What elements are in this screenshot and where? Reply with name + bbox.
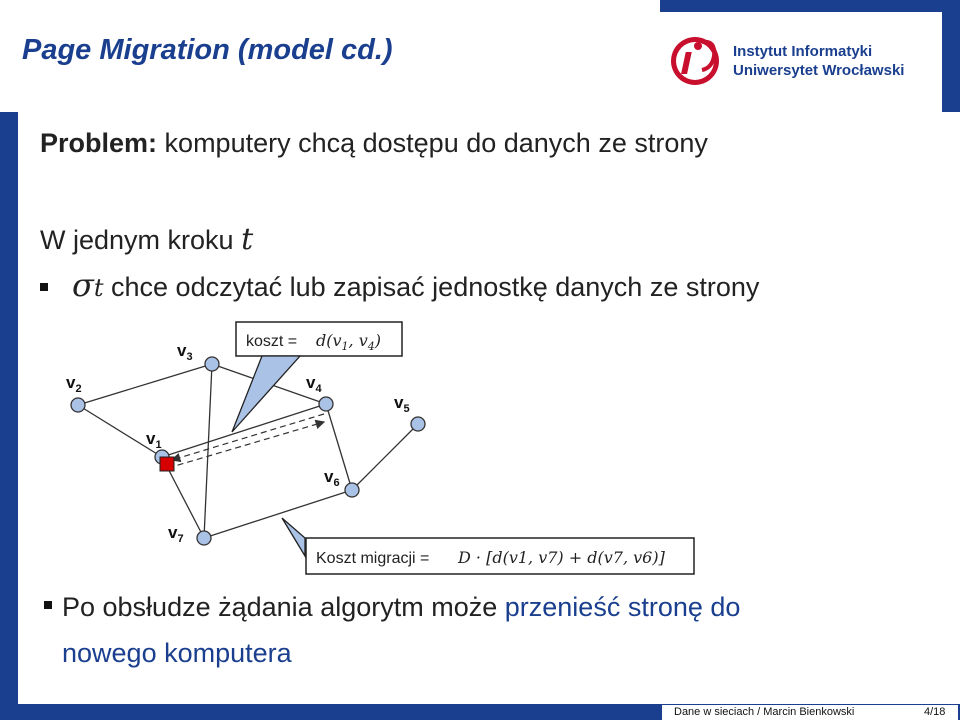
cost-callout-pointer [232,356,300,432]
migration-callout-pointer [282,518,305,556]
page-number: 4/18 [924,706,946,718]
bullet-square-icon [44,601,52,609]
migration-prefix: Koszt migracji = [316,550,430,567]
edge-v3-v7 [204,364,212,538]
node-labels [66,341,410,545]
slide-title: Page Migration (model cd.) [22,34,393,66]
problem-label: Problem: [40,128,158,158]
edge-v2-v3 [78,364,212,405]
step-text: W jednym kroku [40,225,234,255]
institute-line1: Instytut Informatyki [733,43,873,60]
node-v4[interactable] [319,397,333,411]
edge-v7-v6 [204,490,352,538]
node-v3[interactable] [205,357,219,371]
footer-text: Dane w sieciach / Marcin Bienkowski [674,706,855,718]
bullet2-line2: nowego komputera [62,638,292,668]
sigma-symbol: σ [72,266,94,304]
request-square-icon [160,457,174,471]
node-v5[interactable] [411,417,425,431]
label-v2: $v_2$ [66,373,82,395]
access-arrow [168,422,324,468]
label-v1: $v_1$ [146,429,162,451]
footer [662,705,958,720]
bullet2-line1 [62,592,740,623]
label-v7: $v_7$ [168,523,184,545]
cost-formula: $d(v_1$, $v_4$) [316,331,381,353]
institute-line2: Uniwersytet Wrocławski [733,62,905,79]
return-arrow [172,414,324,460]
step-symbol: t [241,222,254,257]
label-v6: $v_6$ [324,467,340,489]
label-v3: $v_3$ [177,341,193,363]
nodes [71,357,425,545]
node-v2[interactable] [71,398,85,412]
bullet2-highlight: przenieść stronę do [504,592,741,622]
label-v4: $v_4$ [306,373,322,395]
migration-formula: D · [d(v1, v7) + d(v7, v6)] [458,548,665,567]
edge-v6-v5 [352,424,418,490]
bullet2-part1: Po obsłudze żądania algorytm może [62,592,498,622]
bullet1-text: chce odczytać lub zapisać jednostkę danych ze strony [111,272,760,302]
label-v5: $v_5$ [394,393,410,415]
problem-text: komputery chcą dostępu do danych ze strony [164,128,708,158]
cost-prefix: koszt = [246,333,298,350]
node-v7[interactable] [197,531,211,545]
node-v6[interactable] [345,483,359,497]
sigma-sub: t [93,274,104,302]
